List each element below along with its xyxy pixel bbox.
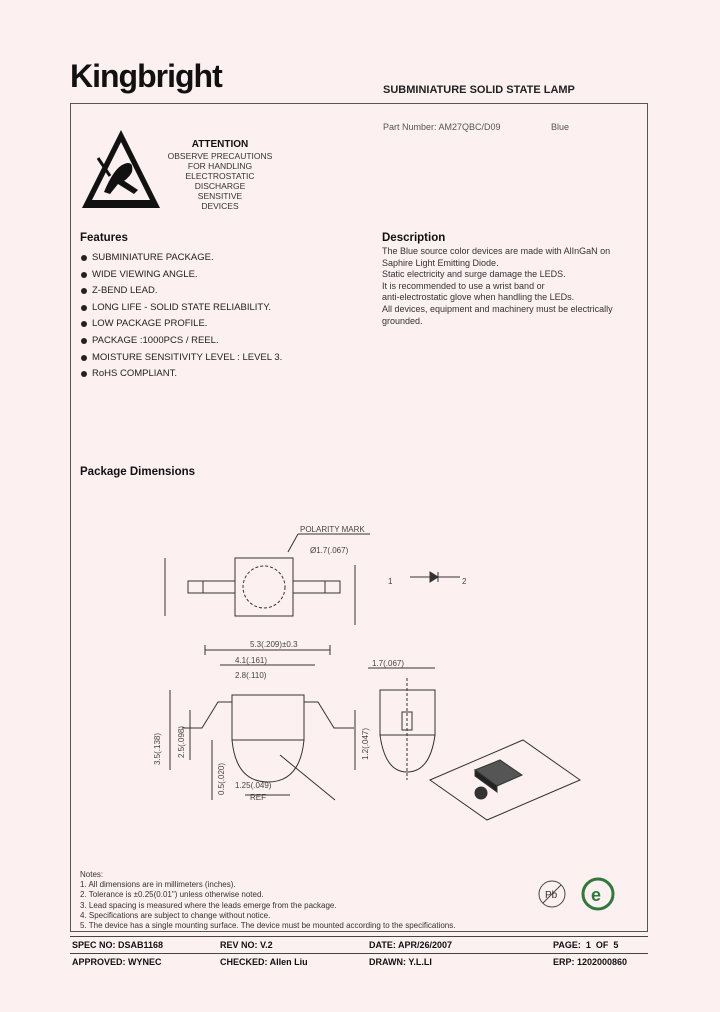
top-view-lead-right (293, 581, 340, 593)
part-number (383, 122, 570, 132)
feature-item: LOW PACKAGE PROFILE. (80, 316, 282, 333)
note-line: 1. All dimensions are in millimeters (inches). (80, 880, 236, 890)
features-list (80, 250, 282, 383)
attention-line: FOR HANDLING (187, 161, 253, 171)
dim-top-diameter: Ø1.7(.067) (310, 546, 349, 555)
attention-block (165, 139, 275, 211)
pin-label-2: 2 (462, 577, 467, 586)
description-line: The Blue source color devices are made with AlInGaN on (382, 246, 611, 256)
part-number-label: Part Number: AM27QBC/D09 (383, 122, 501, 132)
dim-lens: 1.7(.067) (372, 659, 405, 668)
notes-block (80, 870, 455, 931)
features-heading: Features (80, 232, 128, 244)
feature-item: LONG LIFE - SOLID STATE RELIABILITY. (80, 300, 282, 317)
feature-item: Z-BEND LEAD. (80, 283, 282, 300)
rev-no: REV NO: V.2 (220, 940, 273, 950)
attention-line: DEVICES (201, 201, 239, 211)
date: DATE: APR/26/2007 (369, 940, 453, 950)
top-view-body (235, 558, 293, 616)
erp-number: ERP: 1202000860 (553, 957, 628, 967)
dim-right-height: 1.2(.047) (361, 727, 370, 760)
dim-lead-width: 0.5(.020) (217, 762, 226, 795)
package-dimensions-heading: Package Dimensions (80, 466, 196, 478)
feature-item: SUBMINIATURE PACKAGE. (80, 250, 282, 267)
drawn-by: DRAWN: Y.L.LI (369, 957, 432, 967)
pb-label: Pb (545, 890, 558, 901)
package-dimensions-drawing (140, 520, 640, 850)
description-line: grounded. (382, 315, 423, 326)
description-line: Static electricity and surge damage the LEDS. (382, 269, 566, 280)
front-view-lead-right (304, 702, 354, 728)
note-line: 4. Specifications are subject to change without notice. (80, 910, 271, 920)
eco-label: e (591, 885, 602, 905)
approved-by: APPROVED: WYNEC (72, 957, 162, 967)
compliance-badges (536, 876, 626, 912)
feature-item: PACKAGE :1000PCS / REEL. (80, 333, 282, 350)
attention-line: OBSERVE PRECAUTIONS (167, 151, 273, 161)
footer-divider (70, 936, 648, 937)
feature-item: MOISTURE SENSITIVITY LEVEL : LEVEL 3. (80, 350, 282, 367)
attention-line: DISCHARGE (194, 181, 246, 191)
feature-item: WIDE VIEWING ANGLE. (80, 267, 282, 284)
checked-by: CHECKED: Allen Liu (220, 957, 308, 967)
note-line: 2. Tolerance is ±0.25(0.01") unless otherwise noted. (80, 890, 264, 900)
dim-mid-height: 2.5(.098) (177, 725, 186, 758)
attention-line: SENSITIVE (197, 191, 243, 201)
footer-divider (70, 953, 648, 954)
company-logo: Kingbright (70, 58, 222, 94)
description-line: anti-electrostatic glove when handling the LEDs. (382, 292, 575, 303)
description-line: Saphire Light Emitting Diode. (382, 257, 499, 268)
note-line: 5. The device has a single mounting surface. The device must be mounted according to the specifications. (80, 921, 456, 931)
page-number: PAGE: 1 OF 5 (553, 940, 619, 950)
top-view-lead-left (188, 581, 235, 593)
dim-overall-width: 5.3(.209)±0.3 (250, 640, 298, 649)
polarity-mark-label: POLARITY MARK (300, 525, 365, 534)
dim-bottom-width: 1.25(.049) (235, 781, 272, 790)
note-line: 3. Lead spacing is measured where the leads emerge from the package. (80, 900, 337, 910)
description-heading: Description (382, 232, 446, 244)
front-view-body (232, 695, 304, 740)
attention-title: ATTENTION (191, 139, 249, 150)
top-view-lens (243, 566, 285, 608)
dim-lead-span: 2.8(.110) (235, 671, 267, 680)
pin-label-1: 1 (388, 577, 393, 586)
dim-left-height: 3.5(.138) (153, 732, 162, 765)
attention-line: ELECTROSTATIC (185, 171, 255, 181)
dim-body-width: 4.1(.161) (235, 656, 268, 665)
dim-bottom-ref: REF (250, 793, 266, 802)
description-line: It is recommended to use a wrist band or (382, 280, 545, 291)
description-line: All devices, equipment and machinery must be electrically (382, 303, 613, 314)
feature-item: RoHS COMPLIANT. (80, 366, 282, 383)
notes-title: Notes: (80, 870, 104, 879)
front-view-lens (232, 740, 304, 782)
document-title: SUBMINIATURE SOLID STATE LAMP (383, 84, 575, 96)
description-text (382, 246, 642, 327)
esd-warning-icon (80, 128, 162, 212)
spec-no: SPEC NO: DSAB1168 (72, 940, 164, 950)
part-color: Blue (551, 122, 570, 132)
